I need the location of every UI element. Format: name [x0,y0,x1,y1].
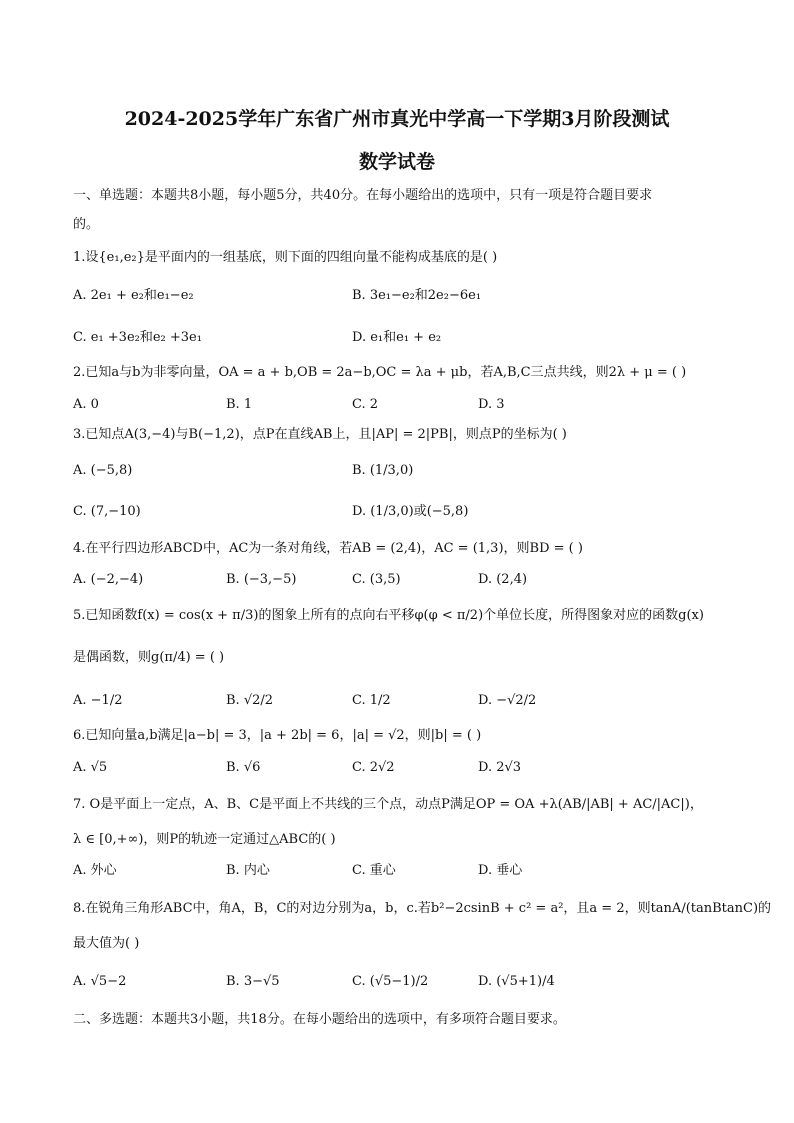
option-c: C. 1/2 [352,693,391,708]
option-c: C. 重心 [352,863,396,878]
option-a: A. 0 [73,397,99,412]
option-b: B. 3e₁−e₂和2e₂−6e₁ [352,288,482,303]
question-stem: 7. O是平面上一定点，A、B、C是平面上不共线的三个点，动点P满足OP = OA +λ(AB/|AB| + AC/|AC|)， [73,797,703,812]
option-c: C. 2 [352,397,379,412]
option-d: D. 垂心 [478,863,523,878]
question-stem: 5.已知函数f(x) = cos(x + π/3)的图象上所有的点向右平移φ(φ < π/2)个单位长度，所得图象对应的函数g(x) [73,608,704,623]
option-a: A. (−5,8) [73,463,133,478]
option-a: A. 2e₁ + e₂和e₁−e₂ [73,288,194,303]
option-b: B. √2/2 [226,693,274,708]
question-stem-cont: 最大值为( ) [73,936,140,951]
question-stem-cont: λ ∈ [0,+∞)，则P的轨迹一定通过△ABC的( ) [73,832,336,847]
option-c: C. (7,−10) [73,504,141,519]
option-d: D. (1/3,0)或(−5,8) [352,504,469,519]
section-heading: 一、单选题：本题共8小题，每小题5分，共40分。在每小题给出的选项中，只有一项是符合题目要求 [73,188,653,203]
option-c: C. (3,5) [352,572,401,587]
option-b: B. (−3,−5) [226,572,297,587]
option-a: A. 外心 [73,863,117,878]
option-d: D. (√5+1)/4 [478,974,555,989]
option-d: D. 3 [478,397,505,412]
option-d: D. e₁和e₁ + e₂ [352,330,442,345]
option-c: C. e₁ +3e₂和e₂ +3e₁ [73,330,202,345]
page-title: 2024-2025学年广东省广州市真光中学高一下学期3月阶段测试 [124,108,670,130]
option-d: D. 2√3 [478,760,522,775]
option-a: A. −1/2 [73,693,123,708]
question-stem: 1.设{e₁,e₂}是平面内的一组基底，则下面的四组向量不能构成基底的是( ) [73,250,498,265]
section-heading-cont: 的。 [73,217,100,232]
question-stem: 2.已知a与b为非零向量，OA = a + b,OB = 2a−b,OC = λa + μb，若A,B,C三点共线，则2λ + μ = ( ) [73,365,687,380]
question-stem: 6.已知向量a,b满足|a−b| = 3，|a + 2b| = 6，|a| = √2，则|b| = ( ) [73,728,482,743]
option-c: C. (√5−1)/2 [352,974,429,989]
option-b: B. (1/3,0) [352,463,414,478]
question-stem: 8.在锐角三角形ABC中，角A，B，C的对边分别为a，b，c.若b²−2csinB + c² = a²，且a = 2，则tanA/(tanBtanC)的 [73,901,772,916]
option-b: B. 内心 [226,863,270,878]
question-stem: 4.在平行四边形ABCD中，AC为一条对角线，若AB = (2,4)，AC = (1,3)，则BD = ( ) [73,541,583,556]
option-c: C. 2√2 [352,760,395,775]
section-heading: 二、多选题：本题共3小题，共18分。在每小题给出的选项中，有多项符合题目要求。 [73,1012,566,1027]
question-stem-cont: 是偶函数，则g(π/4) = ( ) [73,650,225,665]
option-b: B. 1 [226,397,253,412]
question-stem: 3.已知点A(3,−4)与B(−1,2)，点P在直线AB上，且|AP| = 2|PB|，则点P的坐标为( ) [73,427,567,442]
option-d: D. (2,4) [478,572,528,587]
option-a: A. √5−2 [73,974,127,989]
option-b: B. 3−√5 [226,974,280,989]
page-subtitle: 数学试卷 [358,151,435,173]
option-a: A. (−2,−4) [73,572,144,587]
option-d: D. −√2/2 [478,693,537,708]
option-b: B. √6 [226,760,261,775]
option-a: A. √5 [73,760,108,775]
